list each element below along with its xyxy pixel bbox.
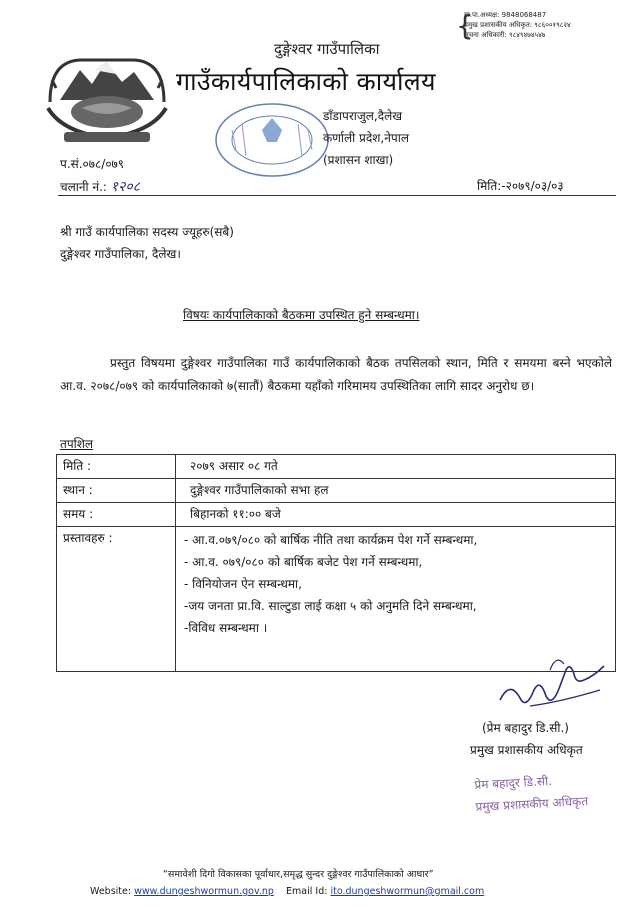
chalani-label: चलानी नं.: — [60, 180, 107, 194]
row-value: २०७९ असार ०८ गते — [176, 455, 616, 479]
table-row — [57, 455, 616, 479]
handwritten-signature-icon — [490, 650, 610, 720]
table-row — [57, 479, 616, 503]
letter-date: मिति:-२०७९/०३/०३ — [477, 179, 564, 193]
email-label: Email Id: — [286, 886, 328, 897]
footer-motto: “समावेशी दिगो विकासका पूर्वाधार,समृद्ध सुन्दर दुङ्गेश्वर गाउँपालिकाको आधार” — [163, 869, 434, 880]
row-label: प्रस्तावहरु : — [57, 527, 176, 672]
signatory-name: (प्रेम बहादुर डि.सी.) — [482, 721, 569, 735]
row-label: स्थान : — [57, 479, 176, 503]
email-link[interactable]: ito.dungeshwormun@gmail.com — [330, 886, 485, 897]
list-item: - आ.व.०७९/०८० को बार्षिक नीति तथा कार्यक्रम पेश गर्ने सम्बन्धमा, — [184, 533, 478, 547]
website-link[interactable]: www.dungeshwormun.gov.np — [134, 886, 274, 897]
recipient-line-1: श्री गाउँ कार्यपालिका सदस्य ज्यूहरु(सबै) — [60, 225, 234, 239]
row-value: बिहानको ११:०० बजे — [176, 503, 616, 527]
website-label: Website: — [90, 886, 132, 897]
stamp-designation: प्रमुख प्रशासकीय अधिकृत — [475, 794, 589, 814]
recipient-line-2: दुङ्गेश्वर गाउँपालिका, दैलेख। — [60, 247, 181, 261]
office-stamp-icon — [212, 100, 332, 180]
table-row — [57, 503, 616, 527]
chalani-number — [60, 177, 140, 196]
signatory-stamp — [474, 766, 626, 822]
row-value: दुङ्गेश्वर गाउँपालिकाको सभा हल — [176, 479, 616, 503]
ps-number: प.सं.०७८/०७९ — [60, 157, 125, 171]
address-line-1: डाँडापराजुल,दैलेख — [323, 109, 403, 123]
brace-decoration: { — [456, 9, 474, 42]
contact-block — [456, 9, 634, 42]
nepal-emblem-icon — [42, 40, 172, 150]
list-item: -विविध सम्बन्धमा । — [184, 621, 268, 635]
contact-chair: गा.पा.अध्यक्ष: 9848068487 — [464, 11, 547, 19]
address-line-3: (प्रशासन शाखा) — [323, 153, 394, 167]
letter-body: प्रस्तुत विषयमा दुङ्गेश्वर गाउँपालिका गाउँ कार्यपालिकाको बैठक तपसिलको स्थान, मिति र समयमा बस्ने भएकोले आ.व. २०७८/०७९ को कार्यपालिकाको ७(सातौं) बैठकमा यहाँको गरिमामय उपस्थितिका लागि सादर अनुरोध छ। — [60, 356, 612, 393]
list-item: -जय जनता प्रा.वि. साल्टुडा लाई कक्षा ५ को अनुमति दिने सम्बन्धमा, — [184, 599, 477, 613]
list-item: - विनियोजन ऐन सम्बन्धमा, — [184, 577, 302, 591]
row-label: समय : — [57, 503, 176, 527]
stamp-name: प्रेम बहादुर डि.सी. — [474, 773, 553, 792]
schedule-table — [56, 454, 616, 672]
header-divider — [58, 195, 616, 196]
signatory-designation: प्रमुख प्रशासकीय अधिकृत — [470, 743, 583, 757]
office-title: गाउँकार्यपालिकाको कार्यालय — [176, 67, 436, 96]
letter-subject: विषयः कार्यपालिकाको बैठकमा उपस्थित हुने सम्बन्धमा। — [183, 308, 420, 322]
row-label: मिति : — [57, 455, 176, 479]
contact-info-officer: सूचना अधिकारी: ९८४९४७४५४७ — [464, 31, 546, 39]
list-item: - आ.व. ०७९/०८० को बार्षिक बजेट पेश गर्ने सम्बन्धमा, — [184, 555, 423, 569]
chalani-value: १२०८ — [110, 179, 140, 195]
footer-contact — [90, 886, 484, 897]
address-line-2: कर्णाली प्रदेश,नेपाल — [323, 131, 409, 145]
schedule-heading: तपशिल — [60, 437, 94, 451]
contact-cao: प्रमुख प्रशासकीय अधिकृत: ९८६००१९८२४ — [464, 21, 571, 29]
org-name: दुङ्गेश्वर गाउँपालिका — [274, 40, 380, 58]
